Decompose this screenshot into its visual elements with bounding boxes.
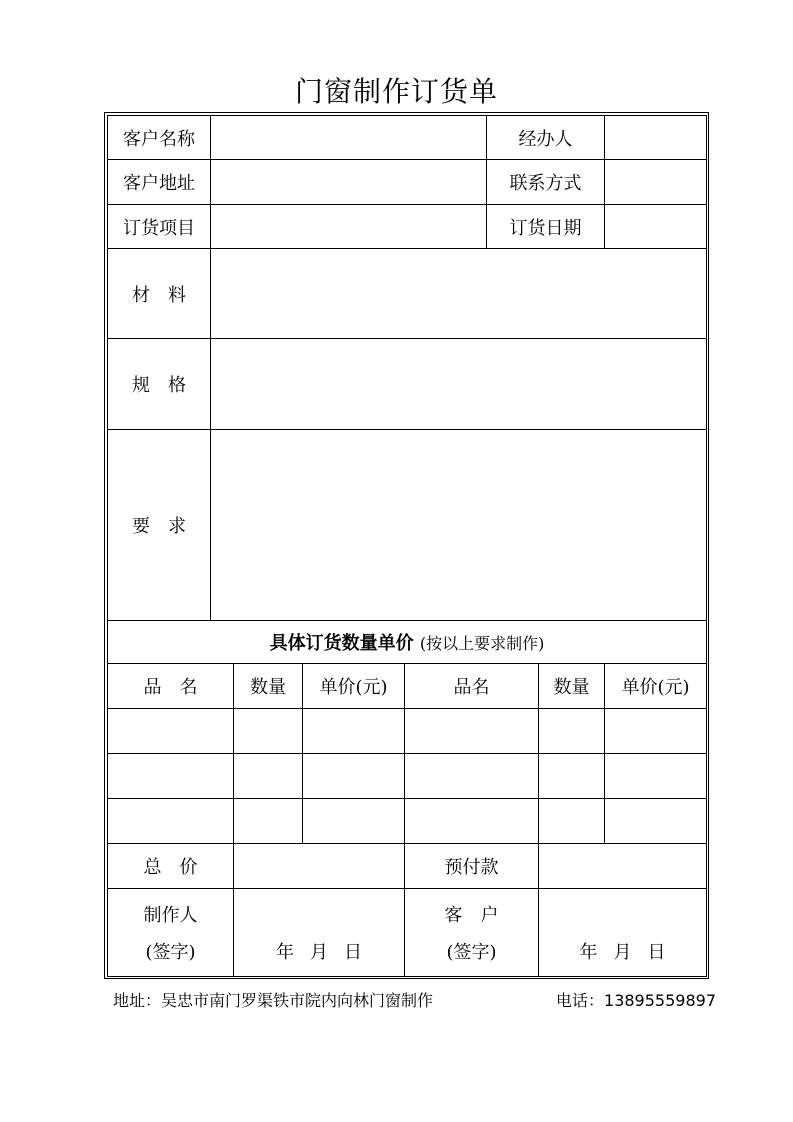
order-form bbox=[107, 115, 706, 976]
product-cell[interactable] bbox=[405, 709, 539, 754]
maker-label: 制作人 bbox=[143, 905, 198, 926]
customer-address-row bbox=[108, 160, 707, 205]
spec-row bbox=[108, 339, 707, 430]
prepay-field[interactable] bbox=[539, 844, 707, 889]
qty-cell[interactable] bbox=[234, 754, 303, 799]
price-cell[interactable] bbox=[605, 754, 707, 799]
col-qty-right: 数量 bbox=[539, 664, 605, 709]
handler-field[interactable] bbox=[605, 116, 707, 160]
requirement-field[interactable] bbox=[211, 430, 707, 621]
customer-label: 客 户 bbox=[444, 905, 499, 926]
prepay-label: 预付款 bbox=[405, 844, 539, 889]
price-cell[interactable] bbox=[303, 799, 405, 844]
customer-year-label: 年 bbox=[579, 942, 598, 963]
price-cell[interactable] bbox=[303, 709, 405, 754]
order-form-table bbox=[107, 115, 707, 977]
customer-month-label: 月 bbox=[613, 942, 632, 963]
contact-label: 联系方式 bbox=[487, 160, 605, 205]
qty-cell[interactable] bbox=[234, 799, 303, 844]
price-cell[interactable] bbox=[605, 709, 707, 754]
material-field[interactable] bbox=[211, 249, 707, 339]
order-date-label: 订货日期 bbox=[487, 205, 605, 249]
qty-cell[interactable] bbox=[539, 709, 605, 754]
material-label: 材 料 bbox=[108, 249, 211, 339]
customer-address-label: 客户地址 bbox=[108, 160, 211, 205]
qty-cell[interactable] bbox=[539, 799, 605, 844]
col-product-right: 品名 bbox=[405, 664, 539, 709]
detail-heading-note: (按以上要求制作) bbox=[419, 634, 545, 653]
order-date-field[interactable] bbox=[605, 205, 707, 249]
product-cell[interactable] bbox=[108, 799, 234, 844]
maker-signature-field[interactable] bbox=[234, 889, 405, 977]
maker-month-label: 月 bbox=[310, 942, 328, 963]
detail-header-row bbox=[108, 664, 707, 709]
detail-heading-text: 具体订货数量单价 bbox=[269, 633, 414, 654]
table-row bbox=[108, 754, 707, 799]
footer-address: 地址：吴忠市南门罗渠铁市院内向林门窗制作 bbox=[113, 991, 434, 1010]
maker-year-label: 年 bbox=[276, 942, 294, 963]
spec-field[interactable] bbox=[211, 339, 707, 430]
maker-label-cell bbox=[108, 889, 234, 977]
order-item-field[interactable] bbox=[211, 205, 487, 249]
footer bbox=[113, 988, 723, 1014]
price-cell[interactable] bbox=[605, 799, 707, 844]
col-qty-left: 数量 bbox=[234, 664, 303, 709]
qty-cell[interactable] bbox=[539, 754, 605, 799]
customer-address-field[interactable] bbox=[211, 160, 487, 205]
customer-name-label: 客户名称 bbox=[108, 116, 211, 160]
requirement-row bbox=[108, 430, 707, 621]
material-row bbox=[108, 249, 707, 339]
maker-date bbox=[234, 938, 404, 964]
col-price-left: 单价(元) bbox=[303, 664, 405, 709]
customer-name-field[interactable] bbox=[211, 116, 487, 160]
product-cell[interactable] bbox=[405, 799, 539, 844]
customer-date bbox=[539, 938, 706, 964]
customer-label-cell bbox=[405, 889, 539, 977]
total-field[interactable] bbox=[234, 844, 405, 889]
contact-field[interactable] bbox=[605, 160, 707, 205]
customer-day-label: 日 bbox=[647, 942, 666, 963]
total-row bbox=[108, 844, 707, 889]
page-title: 门窗制作订货单 bbox=[294, 75, 498, 108]
spec-label: 规 格 bbox=[108, 339, 211, 430]
detail-heading bbox=[108, 621, 707, 664]
product-cell[interactable] bbox=[108, 754, 234, 799]
customer-signature-field[interactable] bbox=[539, 889, 707, 977]
maker-sign-label: (签字) bbox=[145, 942, 196, 963]
table-row bbox=[108, 799, 707, 844]
product-cell[interactable] bbox=[108, 709, 234, 754]
signature-row bbox=[108, 889, 707, 977]
maker-day-label: 日 bbox=[344, 942, 362, 963]
product-cell[interactable] bbox=[405, 754, 539, 799]
qty-cell[interactable] bbox=[234, 709, 303, 754]
customer-sign-label: (签字) bbox=[446, 942, 497, 963]
total-label: 总 价 bbox=[108, 844, 234, 889]
footer-phone: 电话：13895559897 bbox=[556, 991, 716, 1010]
detail-heading-row bbox=[108, 621, 707, 664]
order-item-row bbox=[108, 205, 707, 249]
col-product-left: 品 名 bbox=[108, 664, 234, 709]
requirement-label: 要 求 bbox=[108, 430, 211, 621]
customer-name-row bbox=[108, 116, 707, 160]
order-item-label: 订货项目 bbox=[108, 205, 211, 249]
price-cell[interactable] bbox=[303, 754, 405, 799]
col-price-right: 单价(元) bbox=[605, 664, 707, 709]
table-row bbox=[108, 709, 707, 754]
handler-label: 经办人 bbox=[487, 116, 605, 160]
